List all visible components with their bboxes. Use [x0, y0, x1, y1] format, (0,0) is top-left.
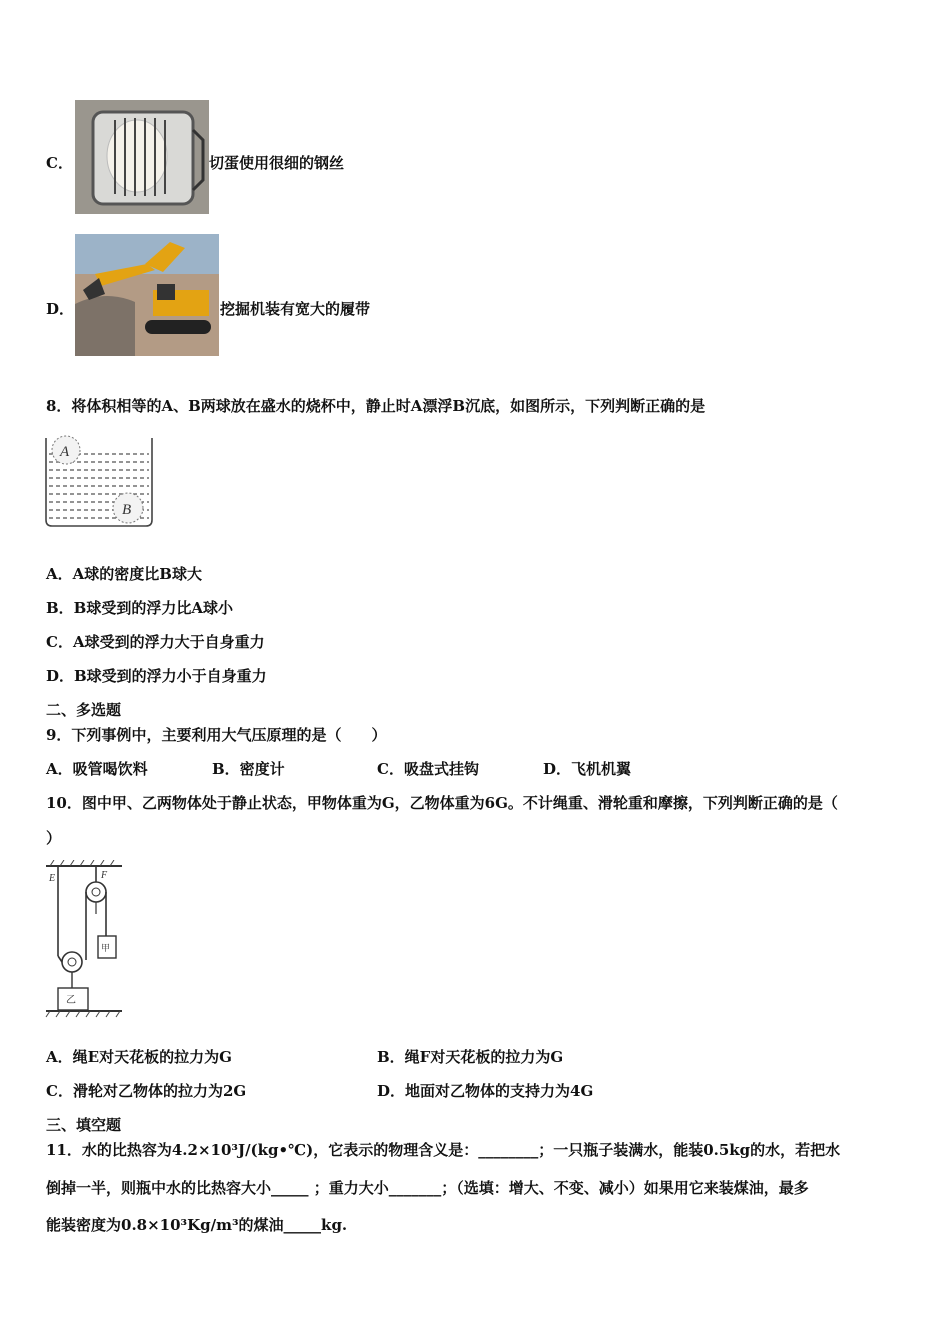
ball-b-label: B [122, 502, 132, 518]
q9-option-c: C．吸盘式挂钩 [377, 760, 479, 778]
pulley-figure [44, 860, 124, 1020]
question-11-line-1: 11．水的比热容为4.2×10³J/(kg•℃)，它表示的物理含义是：________；一只瓶子装满水，能装0.5kg的水，若把水 [46, 1141, 841, 1159]
block-jia-label: 甲 [101, 944, 111, 954]
question-10-stem: 10．图中甲、乙两物体处于静止状态，甲物体重为G，乙物体重为6G。不计绳重、滑轮重和摩擦，下列判断正确的是（ [46, 794, 838, 812]
egg-slicer-image [75, 100, 209, 214]
option-c-label: C． [46, 154, 73, 172]
q8-option-b: B．B球受到的浮力比A球小 [46, 599, 233, 617]
q10-option-c: C．滑轮对乙物体的拉力为2G [46, 1082, 247, 1100]
q9-option-d: D．飞机机翼 [543, 760, 632, 778]
question-11-line-3: 能装密度为0.8×10³Kg/m³的煤油_____kg. [46, 1216, 348, 1234]
question-8-stem: 8．将体积相等的A、B两球放在盛水的烧杯中，静止时A漂浮B沉底，如图所示，下列判断正确的是 [46, 397, 706, 415]
beaker-figure [44, 432, 156, 530]
option-d-text: 挖掘机装有宽大的履带 [220, 300, 371, 318]
q9-option-b: B．密度计 [212, 760, 285, 778]
q10-option-a: A．绳E对天花板的拉力为G [46, 1048, 232, 1066]
option-c-text: 切蛋使用很细的钢丝 [209, 154, 345, 172]
question-9-stem: 9．下列事例中，主要利用大气压原理的是（ ） [46, 726, 387, 744]
question-10-stem-cont: ） [46, 829, 62, 847]
section-heading-multi-choice: 二、多选题 [46, 701, 122, 719]
q8-option-c: C．A球受到的浮力大于自身重力 [46, 633, 265, 651]
question-11-line-2: 倒掉一半，则瓶中水的比热容大小_____ ；重力大小_______；（选填：增大、不变、减小）如果用它来装煤油，最多 [46, 1179, 809, 1197]
q8-option-a: A．A球的密度比B球大 [46, 565, 202, 583]
section-heading-fill-in: 三、填空题 [46, 1116, 122, 1134]
excavator-image [75, 234, 219, 356]
q8-option-d: D．B球受到的浮力小于自身重力 [46, 667, 267, 685]
q10-option-d: D．地面对乙物体的支持力为4G [377, 1082, 594, 1100]
ball-a-label: A [60, 444, 70, 460]
q9-option-a: A．吸管喝饮料 [46, 760, 148, 778]
block-yi-label: 乙 [66, 995, 76, 1006]
option-d-label: D． [46, 300, 75, 318]
rope-f-label: F [101, 870, 108, 881]
q10-option-b: B．绳F对天花板的拉力为G [377, 1048, 564, 1066]
rope-e-label: E [49, 873, 56, 884]
